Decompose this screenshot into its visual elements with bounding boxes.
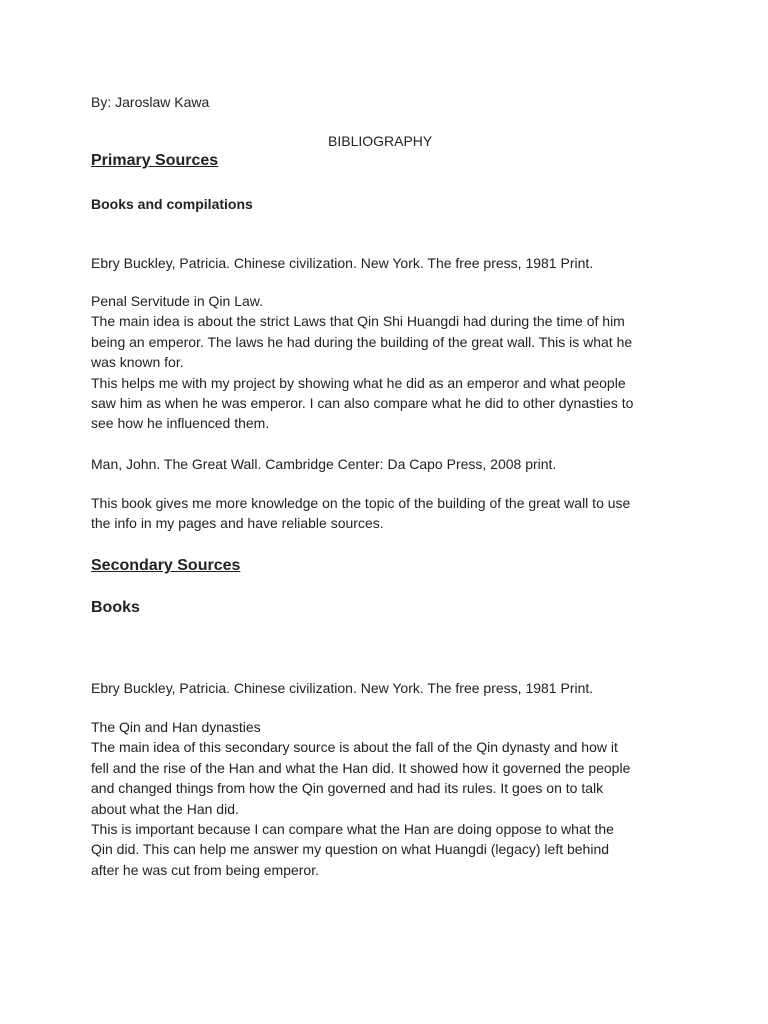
secondary-sources-heading: Secondary Sources bbox=[91, 557, 241, 574]
annotation-line: after he was cut from being emperor. bbox=[91, 861, 319, 878]
document-title: BIBLIOGRAPHY bbox=[328, 133, 433, 149]
annotation-great-wall bbox=[91, 493, 630, 534]
citation-man-john: Man, John. The Great Wall. Cambridge Center: Da Capo Press, 2008 print. bbox=[91, 456, 557, 472]
annotation-line: see how he influenced them. bbox=[91, 415, 270, 432]
books-subheading: Books bbox=[91, 599, 140, 616]
annotation-line: was known for. bbox=[91, 354, 184, 371]
books-and-compilations-subheading: Books and compilations bbox=[91, 196, 253, 212]
annotation-line: This helps me with my project by showing what he did as an emperor and what people bbox=[91, 374, 626, 391]
annotation-line: being an emperor. The laws he had during the building of the great wall. This is what he bbox=[91, 333, 633, 350]
annotation-penal-servitude bbox=[91, 291, 633, 434]
annotation-line: The Qin and Han dynasties bbox=[91, 719, 261, 735]
annotation-line: The main idea is about the strict Laws that Qin Shi Huangdi had during the time of him bbox=[91, 313, 625, 330]
annotation-line: This is important because I can compare what the Han are doing oppose to what the bbox=[91, 821, 614, 838]
annotation-line: about what the Han did. bbox=[91, 800, 239, 817]
annotation-line: Penal Servitude in Qin Law. bbox=[91, 293, 263, 309]
annotation-line: The main idea of this secondary source is about the fall of the Qin dynasty and how it bbox=[91, 739, 618, 756]
primary-sources-heading: Primary Sources bbox=[91, 152, 219, 169]
annotation-line: saw him as when he was emperor. I can also compare what he did to other dynasties to bbox=[91, 395, 634, 412]
citation-ebry-buckley-primary: Ebry Buckley, Patricia. Chinese civilization. New York. The free press, 1981 Print. bbox=[91, 255, 594, 271]
annotation-line: fell and the rise of the Han and what the Han did. It showed how it governed the people bbox=[91, 759, 631, 776]
annotation-line: Qin did. This can help me answer my question on what Huangdi (legacy) left behind bbox=[91, 841, 610, 858]
annotation-line: This book gives me more knowledge on the topic of the building of the great wall to use bbox=[91, 495, 631, 511]
byline: By: Jaroslaw Kawa bbox=[91, 94, 210, 110]
annotation-qin-han-dynasties bbox=[91, 717, 630, 880]
annotation-line: the info in my pages and have reliable sources. bbox=[91, 515, 384, 532]
citation-ebry-buckley-secondary: Ebry Buckley, Patricia. Chinese civilization. New York. The free press, 1981 Print. bbox=[91, 680, 594, 696]
annotation-line: and changed things from how the Qin governed and had its rules. It goes on to talk bbox=[91, 780, 604, 797]
